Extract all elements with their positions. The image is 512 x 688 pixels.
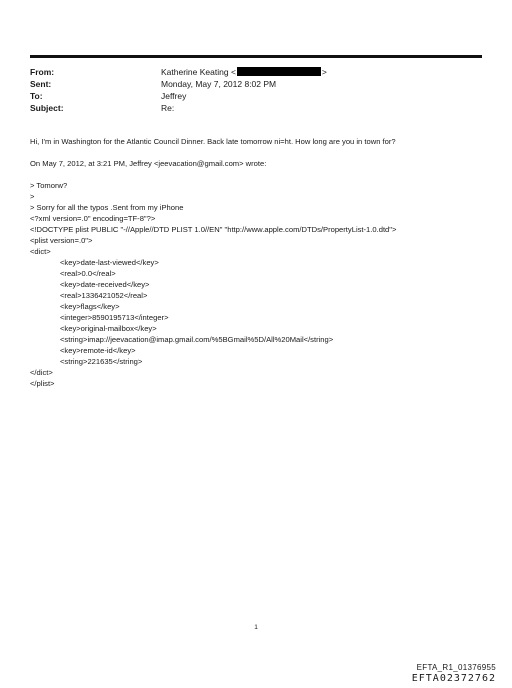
page-number: 1: [254, 624, 258, 631]
body-line: > Sorry for all the typos .Sent from my iPhone: [30, 203, 184, 212]
sent-label: Sent:: [30, 79, 52, 89]
from-suffix: >: [321, 67, 327, 77]
body-line: <real>0.0</real>: [60, 269, 116, 278]
sent-row: [30, 78, 482, 90]
subject-row: [30, 102, 482, 114]
body-line: On May 7, 2012, at 3:21 PM, Jeffrey <jeevacation@gmail.com> wrote:: [30, 159, 267, 168]
sent-value: Monday, May 7, 2012 8:02 PM: [161, 79, 277, 89]
body-line: <key>date-received</key>: [60, 280, 150, 289]
body-line: <key>flags</key>: [60, 302, 120, 311]
body-line: > Tomorw?: [30, 181, 68, 190]
bates-number-2: EFTA02372762: [411, 673, 496, 684]
body-line: <integer>8590195713</integer>: [60, 313, 169, 322]
from-value: [161, 66, 482, 78]
body-line: </plist>: [30, 379, 55, 388]
from-row: [30, 66, 482, 78]
bates-number-1: EFTA_R1_01376955: [416, 663, 496, 672]
to-label: To:: [30, 91, 43, 101]
body-line: <string>221635</string>: [60, 357, 143, 366]
redaction-box: [237, 67, 321, 76]
body-line: <plist version=.0">: [30, 236, 93, 245]
header-rule: [30, 55, 482, 58]
body-line: <!DOCTYPE plist PUBLIC "-//Apple//DTD PLIST 1.0//EN" "http://www.apple.com/DTDs/PropertyList-1.0.dtd">: [30, 225, 397, 234]
to-value: Jeffrey: [161, 91, 187, 101]
body-line: >: [30, 192, 35, 201]
body-line: </dict>: [30, 368, 53, 377]
body-line: Hi, I'm in Washington for the Atlantic Council Dinner. Back late tomorrow ni=ht. How long are you in town for?: [30, 137, 396, 146]
body-line: <key>original-mailbox</key>: [60, 324, 157, 333]
body-line: <key>date-last-viewed</key>: [60, 258, 159, 267]
from-name: Katherine Keating <: [161, 67, 236, 77]
body-line: <string>imap://jeevacation@imap.gmail.com/%5BGmail%5D/All%20Mail</string>: [60, 335, 334, 344]
to-row: [30, 90, 482, 102]
email-body: [30, 136, 490, 389]
body-line: <dict>: [30, 247, 51, 256]
from-label: From:: [30, 67, 55, 77]
body-line: <real>1336421052</real>: [60, 291, 148, 300]
subject-label: Subject:: [30, 103, 64, 113]
body-line: <key>remote-id</key>: [60, 346, 136, 355]
email-header: [30, 66, 482, 114]
subject-value: Re:: [161, 103, 175, 113]
body-line: <?xml version=.0" encoding=TF-8"?>: [30, 214, 156, 223]
